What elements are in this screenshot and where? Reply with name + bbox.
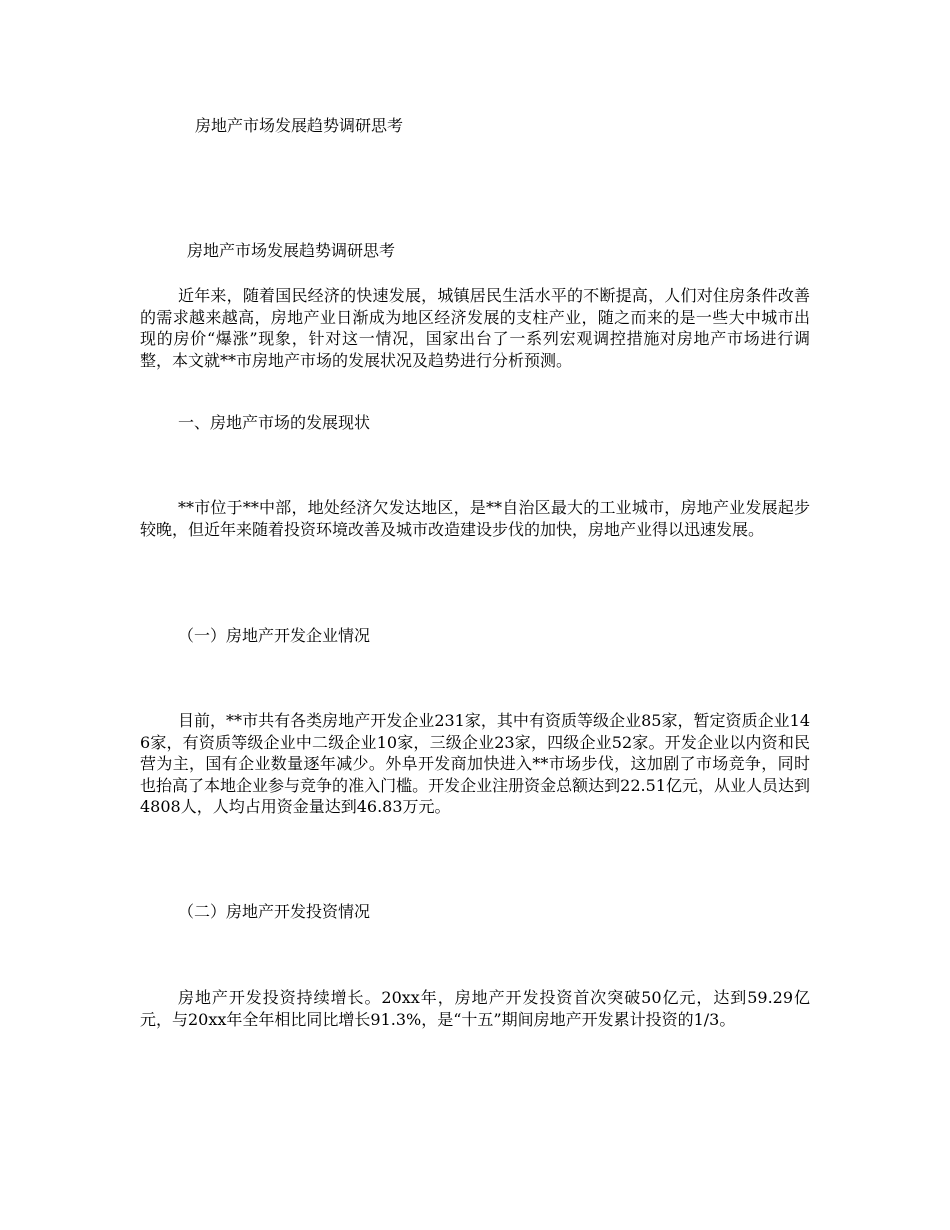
subsection-paragraph-enterprises: 目前，**市共有各类房地产开发企业231家，其中有资质等级企业85家，暂定资质企业146家，有资质等级企业中二级企业10家，三级企业23家，四级企业52家。开发企业以内资和民营为主，国有企业数量逐年减少。外阜开发商加快进入**市场步伐，这加剧了市场竞争，同时也抬高了本地企业参与竞争的准入门槛。开发企业注册资金总额达到22.51亿元，从业人员达到4808人，人均占用资金量达到46.83万元。 [140, 711, 810, 816]
section-heading-development-status: 一、房地产市场的发展现状 [178, 413, 371, 432]
subsection-paragraph-investment: 房地产开发投资持续增长。20xx年，房地产开发投资首次突破50亿元，达到59.29亿元，与20xx年全年相比同比增长91.3%，是“十五”期间房地产开发累计投资的1/3。 [140, 988, 810, 1029]
subsection-heading-investment: （二）房地产开发投资情况 [178, 902, 371, 921]
document-title: 房地产市场发展趋势调研思考 [195, 116, 404, 135]
document-subtitle: 房地产市场发展趋势调研思考 [187, 241, 396, 260]
section-paragraph-city-overview: **市位于**中部，地处经济欠发达地区，是**自治区最大的工业城市，房地产业发展起步较晚，但近年来随着投资环境改善及城市改造建设步伐的加快，房地产业得以迅速发展。 [140, 498, 810, 539]
subsection-heading-enterprises: （一）房地产开发企业情况 [178, 626, 371, 645]
intro-paragraph: 近年来，随着国民经济的快速发展，城镇居民生活水平的不断提高，人们对住房条件改善的需求越来越高，房地产业日渐成为地区经济发展的支柱产业，随之而来的是一些大中城市出现的房价“爆涨”现象，针对这一情况，国家出台了一系列宏观调控措施对房地产市场进行调整，本文就**市房地产市场的发展状况及趋势进行分析预测。 [140, 286, 810, 370]
